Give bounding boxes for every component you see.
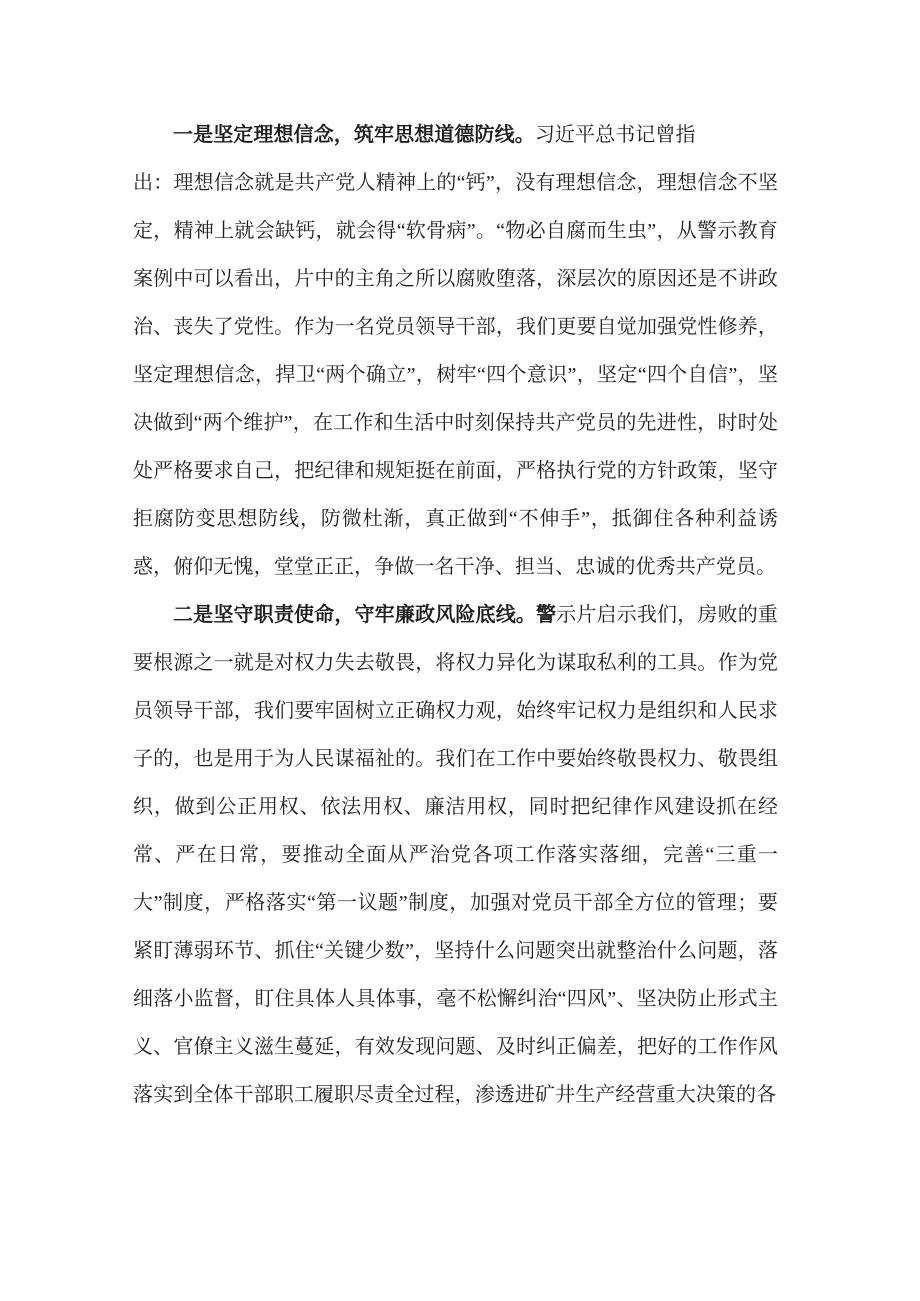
paragraph-1-heading: 一是坚定理想信念，筑牢思想道德防线。 (173, 124, 535, 146)
paragraph-2-body: 示片启示我们，房败的重要根源之一就是对权力失去敬畏，将权力异化为谋取私利的工具。作为党员领导干部，我们要牢固树立正确权力观，始终牢记权力是组织和人民求子的，也是用于为人民谋福祉的。我们在工作中要始终敬畏权力、敬畏组织，做到公正用权、依法用权、廉洁用权，同时把纪律作风建设抓在经常、严在日常，要推动全面从严治党各项工作落实落细，完善“三重一大”制度，严格落实“第一议题”制度，加强对党员干部全方位的管理；要紧盯薄弱环节、抓住“关键少数”，坚持什么问题突出就整治什么问题，落细落小监督，盯住具体人具体事，毫不松懈纠治“四风”、坚决防止形式主义、官僚主义滋生蔓延，有效发现问题、及时纠正偏差，把好的工作作风落实到全体干部职工履职尽责全过程，渗透进矿井生产经营重大决策的各 (133, 604, 778, 1106)
paragraph-1-first-line (133, 111, 778, 159)
paragraph-2 (133, 591, 778, 1119)
paragraph-1-body: 出：理想信念就是共产党人精神上的“钙”，没有理想信念，理想信念不坚定，精神上就会缺钙，就会得“软骨病”。“物必自腐而生虫”，从警示教育案例中可以看出，片中的主角之所以腐败堕落，深层次的原因还是不讲政治、丧失了党性。作为一名党员领导干部，我们更要自觉加强党性修养，坚定理想信念，捍卫“两个确立”，树牢“四个意识”，坚定“四个自信”，坚决做到“两个维护”，在工作和生活中时刻保持共产党员的先进性，时时处处严格要求自己，把纪律和规矩挺在前面，严格执行党的方针政策，坚守拒腐防变思想防线，防微杜渐，真正做到“不伸手”，抵御住各种利益诱惑，俯仰无愧，堂堂正正，争做一名干净、担当、忠诚的优秀共产党员。 (133, 172, 778, 578)
paragraph-2-heading: 二是坚守职责使命，守牢廉政风险底线。警 (173, 604, 557, 626)
paragraph-1-first-line-text: 习近平总书记曾指 (534, 124, 696, 146)
paragraph-1 (133, 111, 778, 591)
